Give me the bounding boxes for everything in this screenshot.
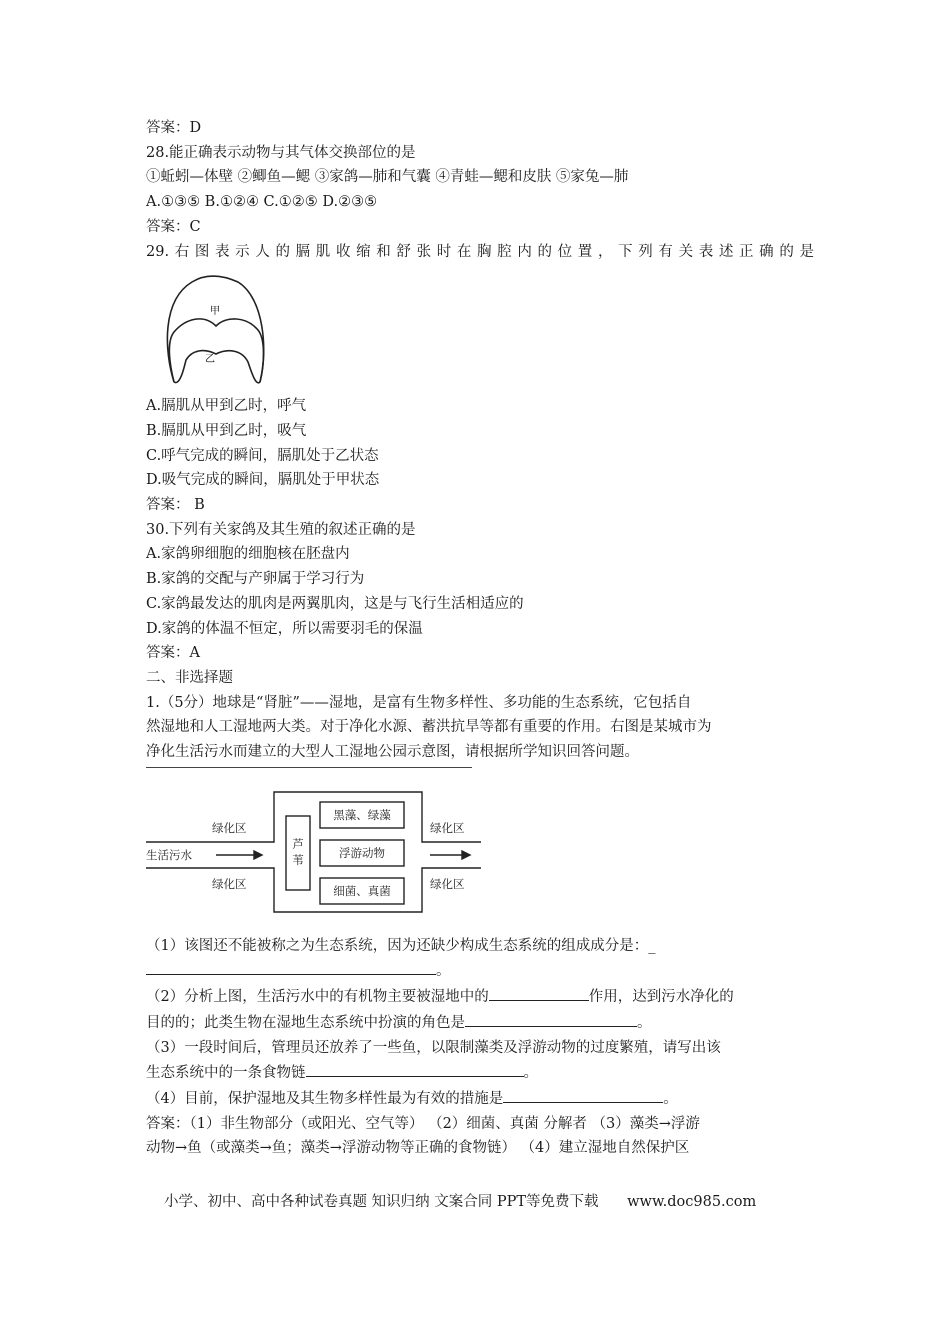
q30-stem: 30.下列有关家鸽及其生殖的叙述正确的是	[146, 521, 416, 538]
q1-sub1-line2	[146, 958, 814, 984]
sub3-text-b: 生态系统中的一条食物链	[146, 1065, 306, 1082]
q29-option-d: D.吸气完成的瞬间，膈肌处于甲状态	[146, 472, 380, 489]
footer	[146, 1190, 814, 1211]
q30-answer: 答案：A	[146, 645, 200, 662]
exam-page	[146, 116, 814, 1161]
q28-answer: 答案：C	[146, 218, 201, 235]
diaphragm-yi-line	[174, 351, 260, 383]
q1-sub2-line2	[146, 1010, 814, 1036]
zooplankton-label: 浮游动物	[339, 845, 385, 860]
footer-url[interactable]: www.doc985.com	[627, 1194, 757, 1210]
sub2-text-d: 。	[637, 1014, 652, 1031]
reed-label	[292, 837, 304, 867]
sub3-text-c: 。	[523, 1065, 538, 1082]
inflow-arrow-head	[254, 851, 262, 859]
q30-option-d: D.家鸽的体温不恒定，所以需要羽毛的保温	[146, 620, 423, 637]
q1-sub3-line2	[146, 1060, 814, 1086]
label-yi: 乙	[205, 354, 215, 366]
q28-stem: 28.能正确表示动物与其气体交换部位的是	[146, 144, 416, 161]
q1-sub1-line1: （1）该图还不能被称之为生态系统，因为还缺少构成生态系统的组成成分是：_	[146, 937, 656, 954]
inflow-label: 生活污水	[146, 847, 192, 862]
label-jia: 甲	[210, 306, 220, 318]
green-left-top: 绿化区	[212, 820, 247, 835]
q1-answer-line2: 动物→鱼（或藻类→鱼；藻类→浮游动物等正确的食物链） （4）建立湿地自然保护区	[146, 1140, 690, 1157]
sub1-end: 。	[436, 963, 451, 980]
q1-sub3-line1: （3）一段时间后，管理员还放养了一些鱼，以限制藻类及浮游动物的过度繁殖，请写出该	[146, 1039, 721, 1056]
diaphragm-jia-line	[169, 319, 263, 382]
blank-5[interactable]	[503, 1086, 663, 1103]
divider-line	[146, 767, 472, 768]
blank-4[interactable]	[306, 1060, 524, 1077]
q1-sub2-line1	[146, 984, 814, 1010]
q1-sub4-line	[146, 1086, 814, 1112]
reed-char: 芦	[292, 836, 304, 851]
sub2-text-a: （2）分析上图，生活污水中的有机物主要被湿地中的	[146, 989, 489, 1006]
sub2-text-b: 作用，达到污水净化的	[588, 989, 734, 1006]
blank-1[interactable]	[146, 958, 436, 975]
q1-stem-line2: 然湿地和人工湿地两大类。对于净化水源、蓄洪抗旱等都有重要的作用。右图是某城市为	[146, 719, 712, 736]
footer-text: 小学、初中、高中各种试卷真题 知识归纳 文案合同 PPT等免费下载	[164, 1194, 599, 1210]
q29-stem: 29.右图表示人的膈肌收缩和舒张时在胸腔内的位置，下列有关表述正确的是	[146, 243, 814, 260]
algae-label: 黑藻、绿藻	[333, 807, 391, 822]
blank-2[interactable]	[489, 984, 589, 1001]
section2-title: 二、非选择题	[146, 669, 233, 686]
green-left-bottom: 绿化区	[212, 876, 247, 891]
diaphragm-figure	[160, 270, 270, 390]
q29-answer: 答案： B	[146, 497, 205, 514]
wetland-diagram	[146, 786, 486, 916]
sub2-text-c: 目的的；此类生物在湿地生态系统中扮演的角色是	[146, 1014, 465, 1031]
sub4-text-b: 。	[663, 1090, 678, 1107]
q27-answer: 答案：D	[146, 120, 202, 136]
q1-stem-line1: 1.（5分）地球是“肾脏”——湿地，是富有生物多样性、多功能的生态系统，它包括自	[146, 694, 692, 711]
sub4-text-a: （4）目前，保护湿地及其生物多样性最为有效的措施是	[146, 1090, 504, 1107]
q30-option-a: A.家鸽卵细胞的细胞核在胚盘内	[146, 546, 350, 563]
q1-answer-line1: 答案：（1）非生物部分（或阳光、空气等） （2）细菌、真菌 分解者 （3）藻类→浮游	[146, 1115, 700, 1132]
green-right-bottom: 绿化区	[430, 876, 465, 891]
q29-option-a: A.膈肌从甲到乙时，呼气	[146, 398, 307, 415]
bacteria-label: 细菌、真菌	[333, 883, 391, 898]
q28-choices: A.①③⑤ B.①②④ C.①②⑤ D.②③⑤	[146, 194, 378, 211]
q30-option-b: B.家鸽的交配与产卵属于学习行为	[146, 571, 365, 588]
q28-items: ①蚯蚓—体壁 ②鲫鱼—鳃 ③家鸽—肺和气囊 ④青蛙—鳃和皮肤 ⑤家兔—肺	[146, 169, 629, 186]
q1-stem-line3: 净化生活污水而建立的大型人工湿地公园示意图，请根据所学知识回答问题。	[146, 744, 639, 761]
reed-char: 苇	[292, 852, 304, 867]
q29-option-b: B.膈肌从甲到乙时，吸气	[146, 422, 307, 439]
green-right-top: 绿化区	[430, 820, 465, 835]
blank-3[interactable]	[465, 1010, 637, 1027]
q30-option-c: C.家鸽最发达的肌肉是两翼肌肉，这是与飞行生活相适应的	[146, 595, 524, 612]
q29-option-c: C.呼气完成的瞬间，膈肌处于乙状态	[146, 447, 379, 464]
outflow-arrow-head	[462, 851, 470, 859]
